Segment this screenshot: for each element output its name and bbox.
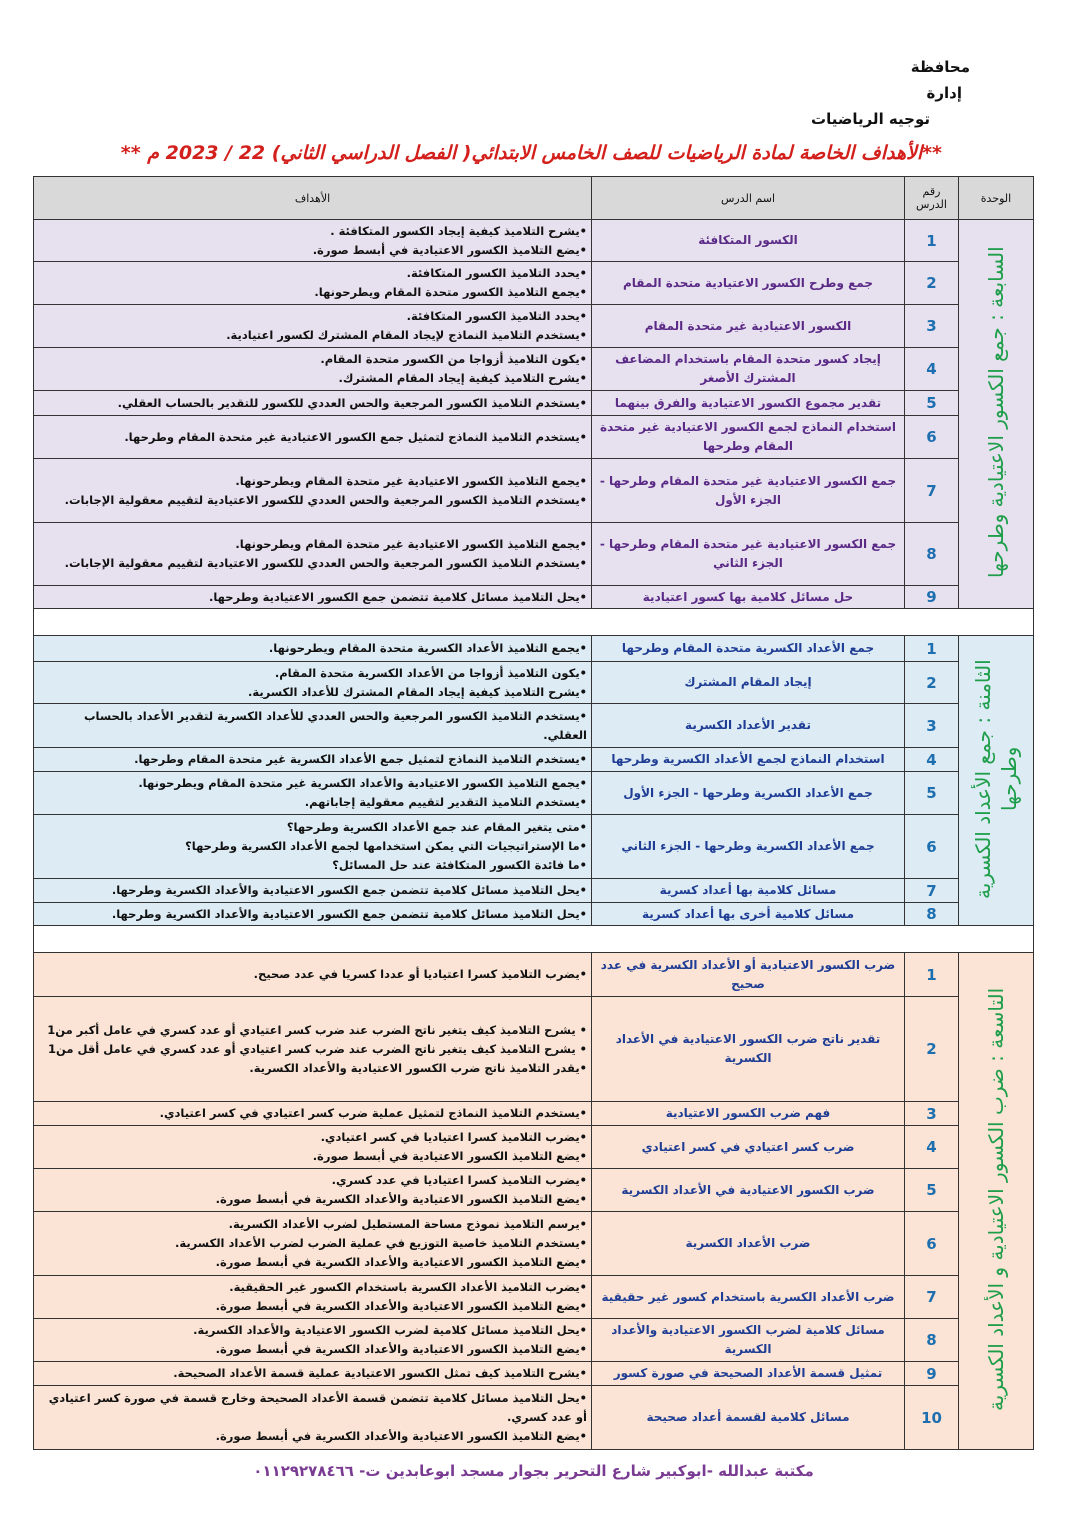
lesson-name: ضرب الأعداد الكسرية باستخدام كسور غير حقيقية [592,1276,905,1319]
unit-cell [959,220,1034,609]
table-row [34,523,1034,586]
objective-item: •يرسم التلاميذ نموذج مساحة المستطيل لضرب الأعداد الكسرية. [228,1217,587,1231]
table-row [34,1102,1034,1126]
table-row [34,704,1034,748]
table-row [34,220,1034,262]
lesson-number: 8 [905,523,959,586]
objectives-cell [34,636,592,662]
table-row [34,997,1034,1102]
objective-item: •يضع التلاميذ الكسور الاعتيادية والأعداد الكسرية في أبسط صورة. [215,1342,587,1356]
objective-item: •يضع التلاميذ الكسور الاعتيادية والأعداد الكسرية في أبسط صورة. [215,1429,587,1443]
objective-item: •يحل التلاميذ مسائل كلامية تتضمن قسمة الأعداد الصحيحة وخارج قسمة في صورة كسر اعتيادي أو عدد كسري. [48,1391,587,1424]
lesson-number: 3 [905,305,959,348]
lesson-name: جمع الأعداد الكسرية وطرحها - الجزء الثاني [592,815,905,879]
objectives-cell [34,815,592,879]
lesson-number: 5 [905,1169,959,1212]
objectives-cell [34,997,592,1102]
section-spacer [34,926,1034,953]
lesson-number: 4 [905,348,959,391]
objectives-cell [34,772,592,815]
lesson-number: 7 [905,459,959,523]
lesson-name: الكسور المتكافئة [592,220,905,262]
objective-item: •يستخدم التلاميذ الكسور المرجعية والحس العددي للأعداد الكسرية لتقدير الأعداد بالحساب العقلي. [83,708,587,742]
lesson-name: مسائل كلامية أخرى بها أعداد كسرية [592,903,905,926]
objectives-cell [34,1169,592,1212]
governorate-label: محافظة [910,58,970,76]
spacer-cell [34,926,1034,953]
objective-item: •يحل التلاميذ مسائل كلامية لضرب الكسور الاعتيادية والأعداد الكسرية. [193,1323,587,1337]
objectives-cell [34,1212,592,1276]
col-header-lesson-no: رقم الدرس [905,177,959,220]
objective-item: •يستخدم التلاميذ النماذج لتمثيل جمع الأعداد الكسرية غير متحدة المقام وطرحها. [134,752,587,766]
objective-item: •يشرح التلاميذ كيف تمثل الكسور الاعتيادية عملية قسمة الأعداد الصحيحة. [173,1366,587,1380]
objective-item: •يجمع التلاميذ الأعداد الكسرية متحدة المقام ويطرحونها. [268,641,587,655]
objectives-cell [34,1362,592,1386]
lesson-number: 1 [905,953,959,997]
objective-item: •يجمع التلاميذ الكسور الاعتيادية والأعداد الكسرية غير متحدة المقام ويطرحونها. [138,776,587,790]
objectives-cell [34,1319,592,1362]
objective-item: •ما فائدة الكسور المتكافئة عند حل المسائل؟ [332,858,587,872]
col-header-lesson-name: اسم الدرس [592,177,905,220]
unit-label: الثامنة : جمع الأعداد الكسرية وطرحها [971,658,1021,899]
table-row [34,879,1034,903]
table-row [34,1169,1034,1212]
objective-item: •متى يتغير المقام عند جمع الأعداد الكسرية وطرحها؟ [286,820,587,834]
table-row [34,636,1034,662]
unit-label: السابعة : جمع الكسور الاعتيادية وطرحها [984,246,1008,578]
unit-cell [959,636,1034,926]
objectives-cell [34,953,592,997]
table-row [34,391,1034,416]
objective-item: •ما الإستراتيجيات التي يمكن استخدامها لجمع الأعداد الكسرية وطرحها؟ [185,839,587,853]
objective-item: •يستخدم التلاميذ النماذج لتمثيل عملية ضرب كسر اعتيادي في كسر اعتيادي. [159,1106,587,1120]
lesson-name: جمع الكسور الاعتيادية غير متحدة المقام وطرحها - الجزء الأول [592,459,905,523]
objective-item: •يحدد التلاميذ الكسور المتكافئة. [406,266,587,280]
lesson-name: ضرب الكسور الاعتيادية في الأعداد الكسرية [592,1169,905,1212]
objective-item: •يضع التلاميذ الكسور الاعتيادية والأعداد الكسرية في أبسط صورة. [215,1255,587,1269]
objective-item: •يضع التلاميذ الكسور الاعتيادية والأعداد الكسرية في أبسط صورة. [215,1299,587,1313]
document-title: **الأهداف الخاصة لمادة الرياضيات للصف الخامس الابتدائي( الفصل الدراسي الثاني) 22 / 2023 م ** [120,142,942,164]
objectives-table [33,176,1034,1450]
objectives-cell [34,1386,592,1450]
col-header-objectives: الأهداف [34,177,592,220]
lesson-number: 8 [905,903,959,926]
table-row [34,262,1034,305]
lesson-number: 6 [905,815,959,879]
objective-item: •يستخدم التلاميذ الكسور المرجعية والحس العددي للكسور الاعتيادية لتقييم معقولية الإجابات. [64,556,587,570]
lesson-name: مسائل كلامية بها أعداد كسرية [592,879,905,903]
table-row [34,662,1034,704]
section-spacer [34,609,1034,636]
objectives-cell [34,748,592,772]
objectives-cell [34,305,592,348]
objective-item: •يشرح التلاميذ كيفية إيجاد الكسور المتكافئة . [330,223,587,238]
lesson-name: تمثيل قسمة الأعداد الصحيحة في صورة كسور [592,1362,905,1386]
lesson-number: 4 [905,748,959,772]
objectives-cell [34,220,592,262]
objective-item: •يحل التلاميذ مسائل كلامية تتضمن جمع الكسور الاعتيادية وطرحها. [208,589,587,604]
lesson-number: 7 [905,879,959,903]
objective-item: •يضرب التلاميذ الأعداد الكسرية باستخدام الكسور غير الحقيقية. [229,1280,587,1294]
objectives-cell [34,879,592,903]
table-row [34,1362,1034,1386]
objective-item: •يحل التلاميذ مسائل كلامية تتضمن جمع الكسور الاعتيادية والأعداد الكسرية وطرحها. [111,883,587,897]
lesson-name: استخدام النماذج لجمع الأعداد الكسرية وطرحها [592,748,905,772]
table-row [34,748,1034,772]
objective-item: •يشرح التلاميذ كيفية إيجاد المقام المشترك للأعداد الكسرية. [248,684,587,699]
objective-item: •يقدر التلاميذ ناتج ضرب الكسور الاعتيادية والأعداد الكسرية. [249,1060,587,1075]
lesson-name: حل مسائل كلامية بها كسور اعتيادية [592,586,905,609]
objective-item: •يشرح التلاميذ كيفية إيجاد المقام المشترك. [338,371,587,385]
objectives-cell [34,523,592,586]
table-row [34,305,1034,348]
objectives-cell [34,662,592,704]
table-row [34,1212,1034,1276]
objectives-cell [34,1276,592,1319]
lesson-number: 9 [905,586,959,609]
objectives-cell [34,1102,592,1126]
objective-item: •يضع التلاميذ الكسور الاعتيادية والأعداد الكسرية في أبسط صورة. [215,1192,587,1206]
objective-item: •يحل التلاميذ مسائل كلامية تتضمن جمع الكسور الاعتيادية والأعداد الكسرية وطرحها. [111,906,587,921]
lesson-name: ضرب الكسور الاعتيادية أو الأعداد الكسرية في عدد صحيح [592,953,905,997]
table-row [34,815,1034,879]
table-row [34,459,1034,523]
lesson-name: إيجاد المقام المشترك [592,662,905,704]
objectives-cell [34,391,592,416]
col-header-unit: الوحدة [959,177,1034,220]
objective-item: •يجمع التلاميذ الكسور متحدة المقام ويطرحونها. [314,285,587,299]
lesson-name: تقدير ناتج ضرب الكسور الاعتيادية في الأعداد الكسرية [592,997,905,1102]
table-row [34,953,1034,997]
spacer-cell [34,609,1034,636]
objectives-cell [34,348,592,391]
lesson-name: فهم ضرب الكسور الاعتيادية [592,1102,905,1126]
unit-cell [959,953,1034,1450]
lesson-name: جمع الأعداد الكسرية وطرحها - الجزء الأول [592,772,905,815]
objective-item: •يضرب التلاميذ كسرا اعتياديا في كسر اعتيادي. [320,1130,587,1144]
lesson-number: 8 [905,1319,959,1362]
objectives-cell [34,586,592,609]
unit-label: التاسعة : ضرب الكسور الاعتيادية و الأعداد الكسرية [984,987,1008,1411]
objective-item: •يكون التلاميذ أزواجا من الأعداد الكسرية متحدة المقام. [274,665,587,680]
objective-item: •يضع التلاميذ الكسور الاعتيادية في أبسط صورة. [312,1149,587,1163]
lesson-number: 3 [905,704,959,748]
lesson-name: الكسور الاعتيادية غير متحدة المقام [592,305,905,348]
table-header-row [34,177,1034,220]
lesson-name: تقدير مجموع الكسور الاعتيادية والفرق بينهما [592,391,905,416]
lesson-name: إيجاد كسور متحدة المقام باستخدام المضاعف المشترك الأصغر [592,348,905,391]
lesson-name: جمع وطرح الكسور الاعتيادية متحدة المقام [592,262,905,305]
lesson-number: 2 [905,997,959,1102]
objective-item: • يشرح التلاميذ كيف يتغير ناتج الضرب عند ضرب كسر اعتيادي أو عدد كسري في عامل أكبر من1 [47,1022,587,1037]
lesson-number: 1 [905,636,959,662]
table-row [34,1276,1034,1319]
objectives-cell [34,416,592,459]
lesson-name: ضرب كسر اعتيادي في كسر اعتيادي [592,1126,905,1169]
administration-label: إدارة [926,84,962,102]
lesson-name: ضرب الأعداد الكسرية [592,1212,905,1276]
lesson-number: 7 [905,1276,959,1319]
objective-item: •يضرب التلاميذ كسرا اعتياديا أو عددا كسريا في عدد صحيح. [253,967,587,981]
objective-item: •يستخدم التلاميذ خاصية التوزيع في عملية الضرب لضرب الأعداد الكسرية. [174,1236,587,1250]
table-row [34,348,1034,391]
table-row [34,772,1034,815]
lesson-name: مسائل كلامية لضرب الكسور الاعتيادية والأعداد الكسرية [592,1319,905,1362]
lesson-number: 2 [905,662,959,704]
table-row [34,1386,1034,1450]
table-row [34,1319,1034,1362]
table-row [34,903,1034,926]
objectives-cell [34,903,592,926]
table-row [34,1126,1034,1169]
objectives-cell [34,1126,592,1169]
lesson-number: 3 [905,1102,959,1126]
math-supervision-label: توجيه الرياضيات [811,110,930,128]
objective-item: •يجمع التلاميذ الكسور الاعتيادية غير متحدة المقام ويطرحونها. [235,537,587,551]
objective-item: •يستخدم التلاميذ التقدير لتقييم معقولية إجاباتهم. [304,795,587,809]
lesson-name: مسائل كلامية لقسمة أعداد صحيحة [592,1386,905,1450]
objective-item: •يكون التلاميذ أزواجا من الكسور متحدة المقام. [320,352,587,366]
lesson-name: جمع الأعداد الكسرية متحدة المقام وطرحها [592,636,905,662]
objective-item: •يحدد التلاميذ الكسور المتكافئة. [406,309,587,323]
footer-bookstore-note: مكتبة عبدالله -ابوكبير شارع التحرير بجوار مسجد ابوعابدين ت- ٠١١٢٩٢٧٨٤٦٦ [253,1462,814,1480]
lesson-number: 2 [905,262,959,305]
objectives-cell [34,704,592,748]
objective-item: •يستخدم التلاميذ الكسور المرجعية والحس العددي للكسور للتقدير بالحساب العقلي. [117,395,587,410]
lesson-number: 6 [905,416,959,459]
objectives-cell [34,262,592,305]
lesson-number: 9 [905,1362,959,1386]
objective-item: •يجمع التلاميذ الكسور الاعتيادية غير متحدة المقام ويطرحونها. [235,473,587,488]
objective-item: • يشرح التلاميذ كيف يتغير ناتج الضرب عند ضرب كسر اعتيادي أو عدد كسري في عامل أقل من1 [47,1041,587,1056]
lesson-name: تقدير الأعداد الكسرية [592,704,905,748]
lesson-number: 4 [905,1126,959,1169]
lesson-number: 10 [905,1386,959,1450]
objective-item: •يستخدم التلاميذ النماذج لإيجاد المقام المشترك لكسور اعتيادية. [226,328,587,342]
lesson-name: استخدام النماذج لجمع الكسور الاعتيادية غير متحدة المقام وطرحها [592,416,905,459]
objective-item: •يضرب التلاميذ كسرا اعتياديا في عدد كسري. [331,1173,587,1187]
lesson-number: 6 [905,1212,959,1276]
lesson-number: 5 [905,391,959,416]
objective-item: •يستخدم التلاميذ الكسور المرجعية والحس العددي للكسور الاعتيادية لتقييم معقولية الإجابات. [64,492,587,507]
table-row [34,416,1034,459]
lesson-name: جمع الكسور الاعتيادية غير متحدة المقام وطرحها - الجزء الثاني [592,523,905,586]
objectives-cell [34,459,592,523]
lesson-number: 1 [905,220,959,262]
objective-item: •يضع التلاميذ الكسور الاعتيادية في أبسط صورة. [312,242,587,257]
table-row [34,586,1034,609]
objective-item: •يستخدم التلاميذ النماذج لتمثيل جمع الكسور الاعتيادية غير متحدة المقام وطرحها. [124,429,587,444]
lesson-number: 5 [905,772,959,815]
